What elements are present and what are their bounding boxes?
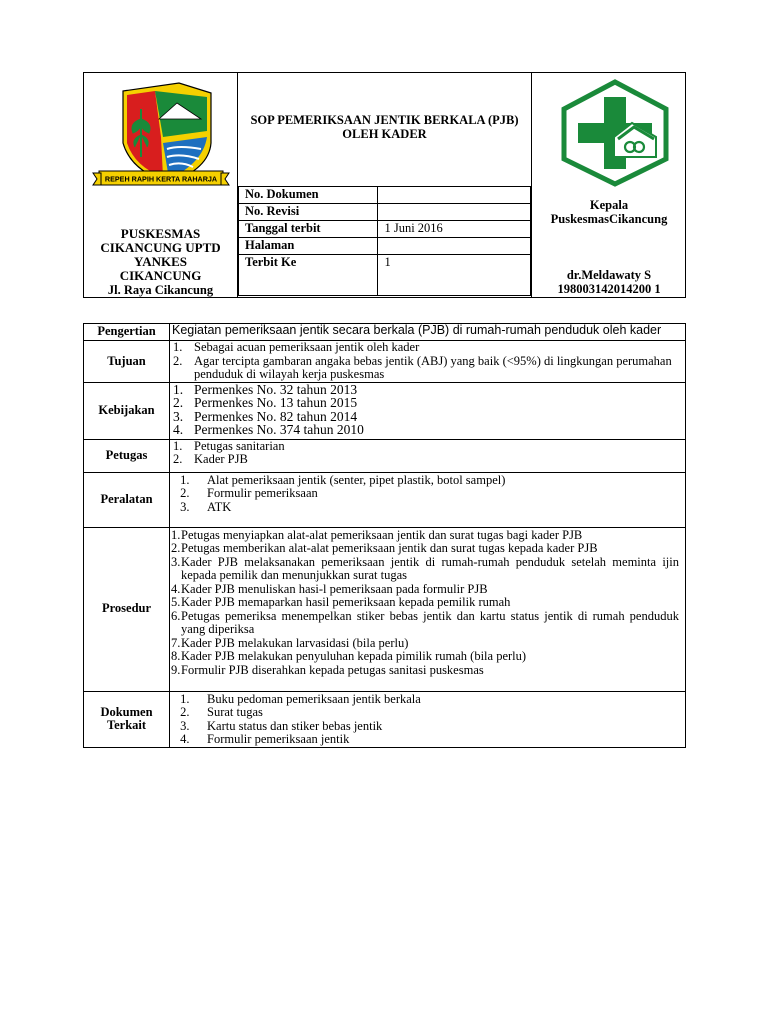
signer-name: dr.Meldawaty S (566, 268, 652, 282)
header-right-cell (531, 73, 686, 297)
value-pengertian: Kegiatan pemeriksaan jentik secara berkala (PJB) di rumah-rumah penduduk oleh kader (170, 324, 686, 341)
list-item: 2. Formulir pemeriksaan (173, 487, 679, 501)
crest-motto: REPEH RAPIH KERTA RAHARJA (104, 174, 218, 184)
meta-key: Halaman (239, 238, 378, 255)
regency-crest-logo (91, 79, 231, 191)
list-item: 1. Buku pedoman pemeriksaan jentik berkala (173, 693, 679, 707)
petugas-item: Kader PJB (194, 452, 248, 466)
dokumen-item: Surat tugas (207, 705, 263, 719)
meta-value (378, 238, 531, 255)
sop-table (83, 323, 686, 748)
list-item: 7. Kader PJB melakukan larvasidasi (bila perlu) (171, 637, 679, 651)
signature-block (532, 268, 686, 296)
head-title-line-1: Kepala (589, 198, 629, 212)
list-item: 2. Petugas memberikan alat-alat pemeriksaan jentik dan surat tugas kepada kader PJB (171, 542, 679, 556)
petugas-item: Petugas sanitarian (194, 438, 285, 453)
row-kebijakan (84, 382, 686, 439)
peralatan-item: ATK (207, 499, 232, 514)
dokumen-item: Kartu status dan stiker bebas jentik (207, 718, 383, 733)
header-left-cell (84, 73, 238, 297)
meta-key: No. Revisi (239, 204, 378, 221)
prosedur-item: Kader PJB melakukan penyuluhan kepada pimilik rumah (bila perlu) (181, 649, 527, 663)
meta-value: 1 (378, 255, 531, 296)
prosedur-item: Kader PJB memaparkan hasil pemeriksaan kepada pemilik rumah (181, 595, 511, 609)
row-dokumen-terkait (84, 691, 686, 747)
tujuan-item: Agar tercipta gambaran angaka bebas jentik (ABJ) yang baik (<95%) di lingkungan perumahan penduduk di wilayah kerja puskesmas (194, 353, 672, 381)
meta-row (239, 204, 531, 221)
peralatan-item: Formulir pemeriksaan (207, 486, 318, 500)
value-kebijakan (170, 382, 686, 439)
row-prosedur (84, 527, 686, 691)
label-kebijakan: Kebijakan (84, 382, 170, 439)
list-item: 3. ATK (173, 501, 679, 515)
meta-key: Terbit Ke (239, 255, 378, 296)
list-item: 4. Kader PJB menuliskan hasi-l pemeriksaan pada formulir PJB (171, 583, 679, 597)
list-item: 1. Sebagai acuan pemeriksaan jentik oleh kader (173, 341, 679, 355)
list-item: 3. Kartu status dan stiker bebas jentik (173, 720, 679, 734)
label-line: Terkait (106, 718, 147, 732)
kebijakan-item: Permenkes No. 82 tahun 2014 (194, 408, 358, 424)
value-petugas (170, 439, 686, 472)
dokumen-item: Formulir pemeriksaan jentik (207, 732, 350, 746)
label-dokumen-terkait (84, 691, 170, 747)
label-peralatan: Peralatan (84, 472, 170, 527)
kebijakan-item: Permenkes No. 374 tahun 2010 (194, 422, 364, 437)
label-line: Dokumen (100, 704, 153, 719)
prosedur-item: Kader PJB melaksanakan pemeriksaan jentik di rumah-rumah penduduk setelah meminta ijin kepada pemilik dan menunjukkan surat tugas (181, 554, 679, 582)
kebijakan-item: Permenkes No. 13 tahun 2015 (194, 395, 358, 410)
org-line-3: YANKES (134, 254, 187, 269)
organization-name (84, 227, 237, 297)
list-item: 4. Permenkes No. 374 tahun 2010 (173, 423, 679, 437)
label-pengertian: Pengertian (84, 324, 170, 341)
label-tujuan: Tujuan (84, 341, 170, 383)
value-peralatan (170, 472, 686, 527)
org-line-2: CIKANCUNG UPTD (100, 240, 221, 255)
prosedur-item: Formulir PJB diserahkan kepada petugas sanitasi puskesmas (181, 662, 484, 677)
row-tujuan (84, 341, 686, 383)
list-item: 2. Agar tercipta gambaran angaka bebas jentik (ABJ) yang baik (<95%) di lingkungan perumahan penduduk di wilayah kerja puskesmas (173, 355, 679, 382)
prosedur-item: Petugas memberikan alat-alat pemeriksaan jentik dan surat tugas kepada kader PJB (181, 541, 598, 555)
list-item: 1. Alat pemeriksaan jentik (senter, pipet plastik, botol sampel) (173, 474, 679, 488)
value-prosedur (170, 527, 686, 691)
prosedur-item: Kader PJB menuliskan hasi-l pemeriksaan pada formulir PJB (181, 581, 488, 596)
list-item: 2. Permenkes No. 13 tahun 2015 (173, 396, 679, 410)
meta-row (239, 255, 531, 296)
signer-nip: 198003142014200 1 (557, 282, 661, 296)
list-item: 8. Kader PJB melakukan penyuluhan kepada pimilik rumah (bila perlu) (171, 650, 679, 664)
prosedur-item: Petugas pemeriksa menempelkan stiker bebas jentik dan kartu status jentik di rumah penduduk yang diperiksa (181, 608, 679, 636)
list-item: 9. Formulir PJB diserahkan kepada petugas sanitasi puskesmas (171, 664, 679, 678)
label-prosedur: Prosedur (84, 527, 170, 691)
meta-key: Tanggal terbit (239, 221, 378, 238)
row-pengertian (84, 324, 686, 341)
org-line-1: PUSKESMAS (120, 226, 201, 241)
document-meta-table (238, 186, 531, 296)
list-item: 1. Petugas menyiapkan alat-alat pemeriksaan jentik dan surat tugas bagi kader PJB (171, 529, 679, 543)
meta-row (239, 238, 531, 255)
list-item: 1. Permenkes No. 32 tahun 2013 (173, 383, 679, 397)
tujuan-item: Sebagai acuan pemeriksaan jentik oleh kader (194, 340, 420, 354)
puskesmas-logo (558, 79, 672, 187)
list-item: 3. Permenkes No. 82 tahun 2014 (173, 410, 679, 424)
org-address: Jl. Raya Cikancung (107, 283, 214, 297)
prosedur-item: Kader PJB melakukan larvasidasi (bila perlu) (181, 635, 409, 650)
label-petugas: Petugas (84, 439, 170, 472)
head-title-line-2: PuskesmasCikancung (550, 212, 668, 226)
kebijakan-item: Permenkes No. 32 tahun 2013 (194, 381, 358, 397)
document-header (83, 72, 686, 298)
meta-row (239, 187, 531, 204)
value-tujuan (170, 341, 686, 383)
row-petugas (84, 439, 686, 472)
list-item: 1. Petugas sanitarian (173, 440, 679, 454)
meta-row (239, 221, 531, 238)
list-item: 2. Surat tugas (173, 706, 679, 720)
value-dokumen-terkait (170, 691, 686, 747)
list-item: 3. Kader PJB melaksanakan pemeriksaan jentik di rumah-rumah penduduk setelah meminta ijin kepada pemilik dan menunjukkan surat tugas (171, 554, 679, 582)
head-title (532, 198, 686, 226)
row-peralatan (84, 472, 686, 527)
meta-value (378, 204, 531, 221)
peralatan-item: Alat pemeriksaan jentik (senter, pipet plastik, botol sampel) (207, 472, 506, 487)
list-item: 4. Formulir pemeriksaan jentik (173, 733, 679, 747)
document-title: SOP PEMERIKSAAN JENTIK BERKALA (PJB) OLEH KADER (250, 113, 519, 141)
list-item: 2. Kader PJB (173, 453, 679, 467)
org-line-4: CIKANCUNG (119, 268, 202, 283)
prosedur-item: Petugas menyiapkan alat-alat pemeriksaan jentik dan surat tugas bagi kader PJB (181, 527, 583, 542)
dokumen-item: Buku pedoman pemeriksaan jentik berkala (207, 691, 421, 706)
meta-value (378, 187, 531, 204)
meta-value: 1 Juni 2016 (378, 221, 531, 238)
list-item: 5. Kader PJB memaparkan hasil pemeriksaan kepada pemilik rumah (171, 596, 679, 610)
meta-key: No. Dokumen (239, 187, 378, 204)
list-item: 6. Petugas pemeriksa menempelkan stiker bebas jentik dan kartu status jentik di rumah penduduk yang diperiksa (171, 608, 679, 636)
